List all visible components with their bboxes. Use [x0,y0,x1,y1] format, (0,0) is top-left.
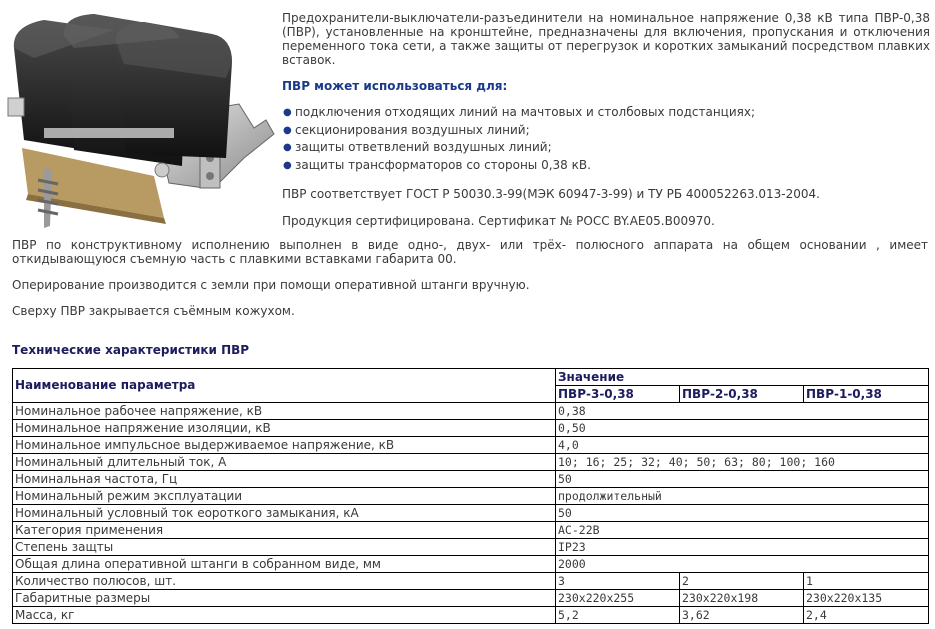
value-cell: 3 [556,573,680,590]
value-cell: 5,2 [556,607,680,624]
table-row [13,403,929,420]
value-cell: 1 [804,573,929,590]
intro-section [282,11,930,228]
model-header: ПВР-3-0,38 [556,386,680,403]
table-row [13,573,929,590]
value-cell: 4,0 [556,437,929,454]
value-cell: 230x220x198 [680,590,804,607]
bullet-icon: ● [283,142,292,153]
table-row [13,488,929,505]
model-header: ПВР-2-0,38 [680,386,804,403]
table-row [13,454,929,471]
list-item: ● защиты ответвлений воздушных линий; [282,139,930,157]
table-title: Технические характеристики ПВР [12,343,250,357]
operation-text: Оперирование производится с земли при помощи оперативной штанги вручную. [12,278,530,292]
param-name-cell: Номинальное напряжение изоляции, кВ [13,420,556,437]
value-cell: 2 [680,573,804,590]
table-row [13,522,929,539]
body-text [12,238,928,330]
value-cell: продолжительный [556,488,929,505]
value-cell: 50 [556,471,929,488]
value-cell: 10; 16; 25; 32; 40; 50; 63; 80; 100; 160 [556,454,929,471]
param-name-cell: Номинальный условный ток еороткого замыкания, кА [13,505,556,522]
param-header: Наименование параметра [13,369,556,403]
construction-text: ПВР по конструктивному исполнению выполнен в виде одно-, двух- или трёх- полюсного аппарата на общем основании , имеет откидывающуюся съемную часть с плавкими вставками габарита 00. [12,238,928,266]
param-name-cell: Категория применения [13,522,556,539]
table-row [13,505,929,522]
value-cell: 3,62 [680,607,804,624]
list-item: ● секционирования воздушных линий; [282,122,930,140]
value-cell: 0,38 [556,403,929,420]
value-cell: 0,50 [556,420,929,437]
value-cell: 2,4 [804,607,929,624]
param-name-cell: Номинальный режим эксплуатации [13,488,556,505]
model-header: ПВР-1-0,38 [804,386,929,403]
value-header: Значение [556,369,929,386]
uses-list [282,104,930,174]
value-cell: 230x220x135 [804,590,929,607]
param-name-cell: Масса, кг [13,607,556,624]
product-photo [4,8,276,230]
standard-text: ПВР соответствует ГОСТ Р 50030.3-99(МЭК 60947-3-99) и ТУ РБ 400052263.013-2004. [282,187,820,201]
param-name-cell: Номинальная частота, Гц [13,471,556,488]
cover-text: Сверху ПВР закрывается съёмным кожухом. [12,304,295,318]
param-name-cell: Количество полюсов, шт. [13,573,556,590]
uses-heading: ПВР может использоваться для: [282,79,508,93]
table-header-row [13,369,929,386]
param-name-cell: Степень защты [13,539,556,556]
table-row [13,556,929,573]
list-item: ● подключения отходящих линий на мачтовых и столбовых подстанциях; [282,104,930,122]
table-row [13,590,929,607]
value-cell: 230x220x255 [556,590,680,607]
param-name-cell: Номинальное рабочее напряжение, кВ [13,403,556,420]
table-row [13,437,929,454]
value-cell: 50 [556,505,929,522]
value-cell: IP23 [556,539,929,556]
param-name-cell: Номинальный длительный ток, А [13,454,556,471]
table-row [13,420,929,437]
bullet-icon: ● [283,159,292,171]
table-row [13,539,929,556]
param-name-cell: Общая длина оперативной штанги в собранном виде, мм [13,556,556,573]
param-name-cell: Номинальное импульсное выдерживаемое напряжение, кВ [13,437,556,454]
table-row [13,471,929,488]
bullet-icon: ● [283,107,292,118]
product-description: Предохранители-выключатели-разъединители на номинальное напряжение 0,38 кВ типа ПВР-0,38 (ПВР), установленные на кронштейне, предназначены для включения, пропускания и отключения переменного тока сети, а также защиты от перегрузок и коротких замыканий посредством плавких вставок. [282,11,930,67]
certificate-text: Продукция сертифицирована. Сертификат № РОСС BY.АЕ05.В00970. [282,214,715,228]
bullet-icon: ● [283,124,292,136]
list-item: ● защиты трансформаторов со стороны 0,38 кВ. [282,157,930,175]
specs-table [12,368,929,624]
value-cell: АС-22В [556,522,929,539]
table-row [13,607,929,624]
param-name-cell: Габаритные размеры [13,590,556,607]
value-cell: 2000 [556,556,929,573]
